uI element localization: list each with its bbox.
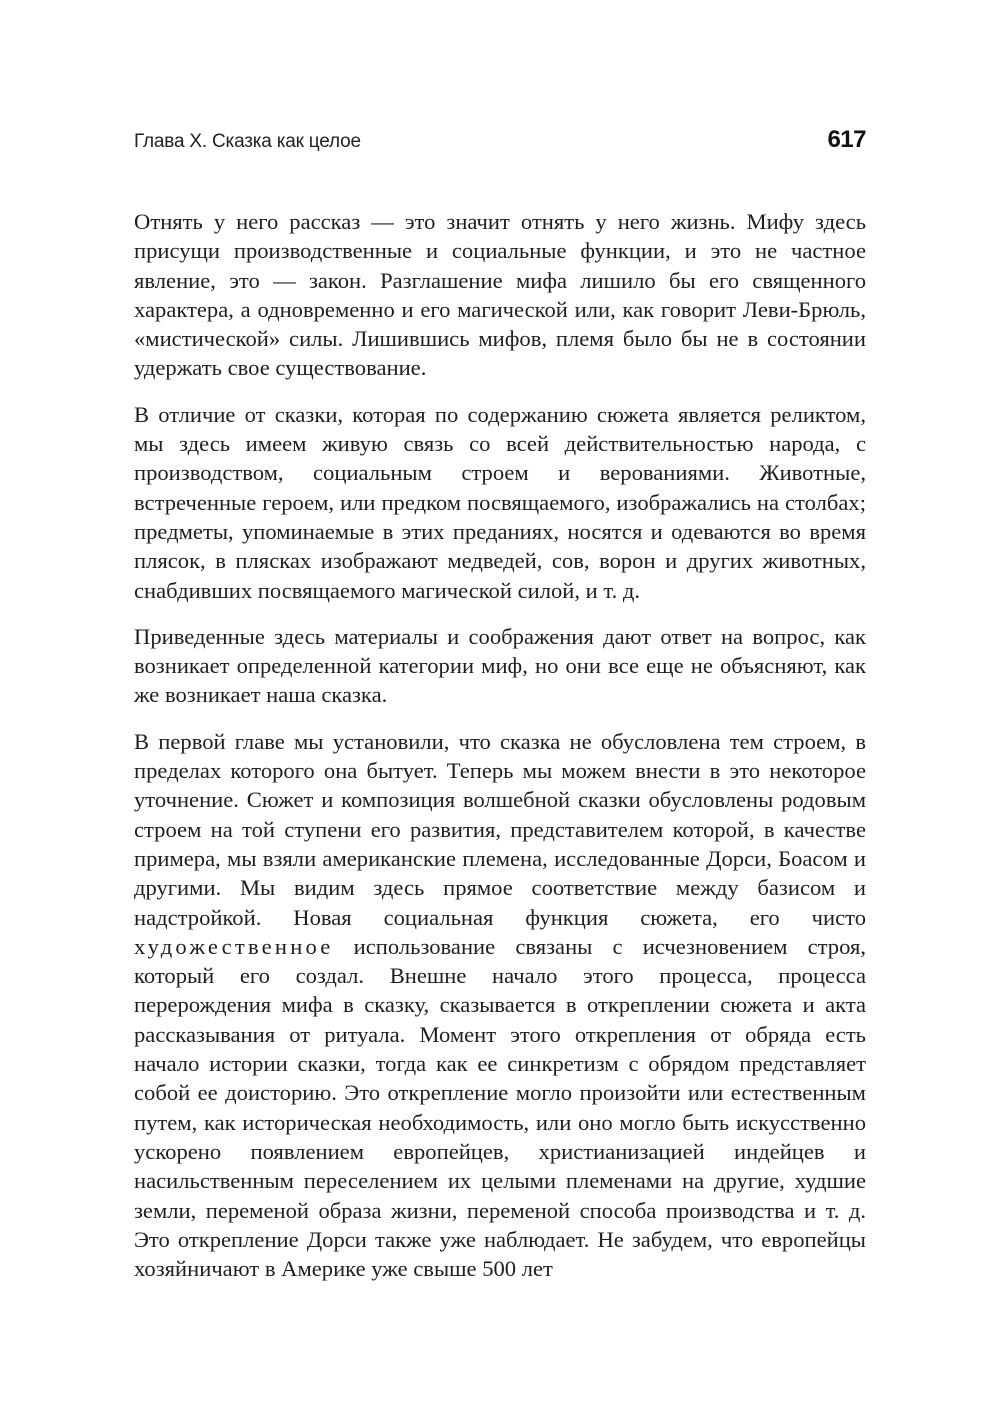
- body-text: [134, 207, 866, 1300]
- paragraph-4-text-after: использование связаны с исчезновением строя, который его создал. Внешне начало этого процесса, процесса перерождения мифа в сказку, сказывается в откреплении сюжета и акта рассказывания от ритуала. Момент этого открепления от обряда есть начало истории сказки, тогда как ее синкретизм с обрядом представляет собой ее доисторию. Это открепление могло произойти или естественным путем, как историческая необходимость, или оно могло быть искусственно ускорено появлением европейцев, христианизацией индейцев и насильственным переселением их целыми племенами на другие, худшие земли, переменой образа жизни, переменой способа производства и т. д. Это открепление Дорси также уже наблюдает. Не забудем, что европейцы хозяйничают в Америке уже свыше 500 лет: [134, 933, 866, 1282]
- chapter-title: Глава X. Сказка как целое: [134, 131, 361, 152]
- running-head: [134, 126, 866, 156]
- paragraph-1: Отнять у него рассказ — это значит отнять у него жизнь. Мифу здесь присущи производственные и социальные функции, и это не частное явление, это — закон. Разглашение мифа лишило бы его священного характера, а одновременно и его магической или, как говорит Леви-Брюль, «мистической» силы. Лишившись мифов, племя было бы не в состоянии удержать свое существование.: [134, 209, 866, 381]
- page-number: 617: [827, 126, 866, 153]
- paragraph-4: [134, 727, 866, 1284]
- paragraph-4-text-before: В первой главе мы установили, что сказка не обусловлена тем строем, в пределах которого она бытует. Теперь мы можем внести в это некоторое уточнение. Сюжет и композиция волшебной сказки обусловлены родовым строем на той ступени его развития, представителем которой, в качестве примера, мы взяли американские племена, исследованные Дорси, Боасом и другими. Мы видим здесь прямое соответствие между базисом и надстройкой. Новая социальная функция сюжета, его чисто: [134, 728, 866, 930]
- paragraph-3: Приведенные здесь материалы и соображения дают ответ на вопрос, как возникает определенной категории миф, но они все еще не объясняют, как же возникает наша сказка.: [134, 623, 866, 708]
- paragraph-2: В отличие от сказки, которая по содержанию сюжета является реликтом, мы здесь имеем живую связь со всей действительностью народа, с производством, социальным строем и верованиями. Животные, встреченные героем, или предком посвящаемого, изображались на столбах; предметы, упоминаемые в этих преданиях, носятся и одеваются во время плясок, в плясках изображают медведей, сов, ворон и других животных, снабдивших посвящаемого магической силой, и т. д.: [134, 401, 866, 603]
- emphasized-word: художественное: [134, 933, 334, 959]
